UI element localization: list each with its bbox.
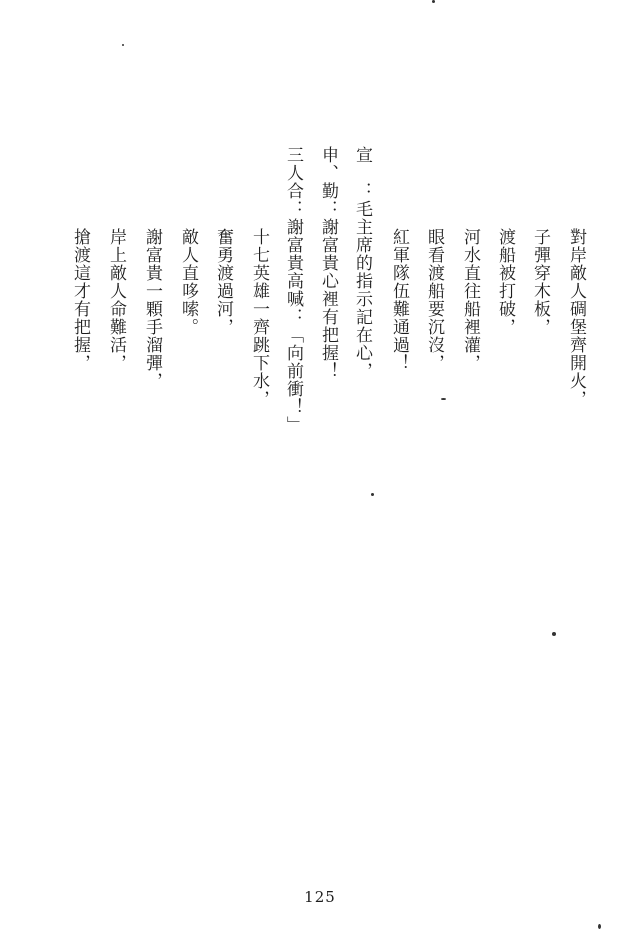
text-line-5: 眼看渡船要沉沒， xyxy=(424,228,444,372)
text-line-6: 紅軍隊伍難通過！ xyxy=(389,228,409,372)
scan-speck xyxy=(441,398,446,400)
scan-speck xyxy=(371,493,374,496)
text-line-1: 對岸敵人碉堡齊開火， xyxy=(566,228,586,408)
scan-speck xyxy=(598,924,601,929)
text-line-13: 謝富貴一顆手溜彈， xyxy=(142,228,162,390)
scan-speck xyxy=(552,632,556,636)
scan-speck xyxy=(432,0,435,3)
scan-speck xyxy=(122,44,124,46)
text-line-15: 搶渡這才有把握， xyxy=(70,228,90,372)
text-line-11: 奮勇渡過河， xyxy=(213,228,233,336)
text-line-3: 渡船被打破， xyxy=(495,228,515,336)
text-line-8: 申、勤：謝富貴心裡有把握！ xyxy=(318,146,338,380)
text-line-2: 子彈穿木板， xyxy=(530,228,550,336)
text-line-4: 河水直往船裡灌， xyxy=(460,228,480,372)
page-number: 125 xyxy=(304,888,336,906)
text-line-10: 十七英雄一齊跳下水， xyxy=(249,228,269,408)
text-line-9: 三人合：謝富貴高喊：「向前衝！」 xyxy=(283,146,303,434)
text-line-14: 岸上敵人命難活， xyxy=(106,228,126,372)
text-line-12: 敵人直哆嗦。 xyxy=(178,228,198,336)
text-line-7: 宣 ：毛主席的指示記在心， xyxy=(352,146,372,380)
